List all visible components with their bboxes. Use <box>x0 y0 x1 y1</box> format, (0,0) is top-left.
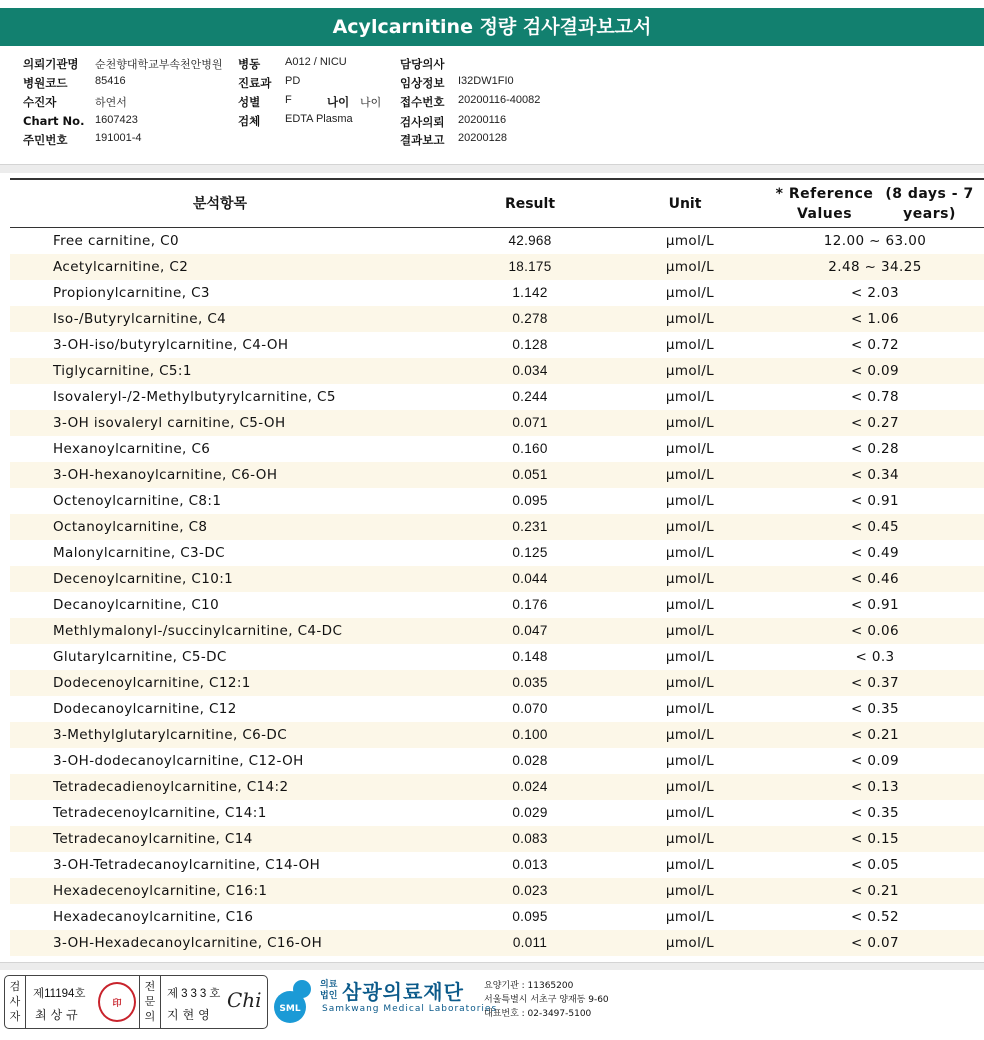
chart-no-value: 1607423 <box>95 114 138 126</box>
sml-logo-icon <box>272 977 318 1027</box>
analyte-name: Acetylcarnitine, C2 <box>53 259 189 275</box>
reference-value: < 2.03 <box>850 285 900 301</box>
result-value: 0.148 <box>512 649 548 664</box>
age-label: 나이 <box>327 95 350 109</box>
resident-id-label: 주민번호 <box>23 133 68 147</box>
result-value: 0.029 <box>512 805 548 820</box>
results-table-header <box>10 178 984 228</box>
request-date-value: 20200116 <box>458 114 507 126</box>
reference-header-line1: * Reference Values <box>775 186 874 222</box>
analyte-name: 3-Methylglutarylcarnitine, C6-DC <box>53 727 288 743</box>
reference-value: < 0.09 <box>850 363 900 379</box>
patient-info-section <box>0 48 984 164</box>
unit-value: μmol/L <box>665 649 715 665</box>
result-value: 0.100 <box>512 727 548 742</box>
result-value: 0.044 <box>512 571 548 586</box>
analyte-name: 3-OH isovaleryl carnitine, C5-OH <box>53 415 286 431</box>
table-row <box>10 826 984 852</box>
reference-value: < 0.37 <box>850 675 900 691</box>
table-row <box>10 410 984 436</box>
reference-column-header <box>770 180 980 228</box>
patient-value: 하연서 <box>95 97 127 109</box>
analyte-name: Decenoylcarnitine, C10:1 <box>53 571 234 587</box>
result-value: 0.071 <box>512 415 548 430</box>
analyte-name: Malonylcarnitine, C3-DC <box>53 545 225 561</box>
unit-value: μmol/L <box>665 753 715 769</box>
lab-contact-info <box>484 979 609 1021</box>
result-value: 0.083 <box>512 831 548 846</box>
table-row <box>10 228 984 254</box>
analyte-name: Hexadecanoylcarnitine, C16 <box>53 909 254 925</box>
results-table <box>10 178 984 956</box>
analyte-name: Hexanoylcarnitine, C6 <box>53 441 211 457</box>
analyte-name: 3-OH-Tetradecanoylcarnitine, C14-OH <box>53 857 321 873</box>
reference-header-line2: (8 days - 7 years) <box>885 186 974 222</box>
table-row <box>10 878 984 904</box>
unit-value: μmol/L <box>665 727 715 743</box>
reference-value: < 0.35 <box>850 701 900 717</box>
reference-value: < 0.09 <box>850 753 900 769</box>
reference-value: < 1.06 <box>850 311 900 327</box>
unit-value: μmol/L <box>665 597 715 613</box>
table-row <box>10 644 984 670</box>
patient-label: 수진자 <box>23 95 57 109</box>
analyte-name: 3-OH-Hexadecanoylcarnitine, C16-OH <box>53 935 323 951</box>
sml-logo-text: SML <box>279 1004 301 1014</box>
reference-value: < 0.05 <box>850 857 900 873</box>
table-row <box>10 306 984 332</box>
institution-label: 의뢰기관명 <box>23 57 79 71</box>
result-value: 0.244 <box>512 389 548 404</box>
analyte-name: 3-OH-hexanoylcarnitine, C6-OH <box>53 467 278 483</box>
unit-value: μmol/L <box>665 467 715 483</box>
reference-value: < 0.34 <box>850 467 900 483</box>
lab-corp-tag: 의료 법인 <box>320 980 338 1001</box>
analyte-name: Isovaleryl-/2-Methylbutyrylcarnitine, C5 <box>53 389 336 405</box>
reference-value: < 0.45 <box>850 519 900 535</box>
result-value: 42.968 <box>508 233 552 248</box>
reference-value: 12.00 ~ 63.00 <box>823 233 927 249</box>
clinical-info-value: I32DW1FI0 <box>458 75 514 87</box>
request-date-label: 검사의뢰 <box>400 115 445 129</box>
receipt-value: 20200116-40082 <box>458 94 541 106</box>
doctor-label: 담당의사 <box>400 57 445 71</box>
reference-value: < 0.07 <box>850 935 900 951</box>
analyte-name: 3-OH-iso/butyrylcarnitine, C4-OH <box>53 337 289 353</box>
department-value: PD <box>285 75 301 87</box>
result-value: 0.231 <box>512 519 548 534</box>
unit-value: μmol/L <box>665 571 715 587</box>
table-row <box>10 566 984 592</box>
unit-value: μmol/L <box>665 363 715 379</box>
institution-value: 순천향대학교부속천안병원 <box>95 59 223 71</box>
table-row <box>10 514 984 540</box>
reference-value: < 0.06 <box>850 623 900 639</box>
analyte-name: Octenoylcarnitine, C8:1 <box>53 493 222 509</box>
unit-column-header: Unit <box>668 196 702 212</box>
result-value: 0.023 <box>512 883 548 898</box>
department-label: 진료과 <box>238 76 272 90</box>
reference-value: 2.48 ~ 34.25 <box>828 259 922 275</box>
result-value: 0.125 <box>512 545 548 560</box>
specimen-label: 검체 <box>238 114 261 128</box>
reference-value: < 0.91 <box>850 493 900 509</box>
unit-value: μmol/L <box>665 805 715 821</box>
table-row <box>10 592 984 618</box>
reference-value: < 0.21 <box>850 727 900 743</box>
result-value: 1.142 <box>512 285 548 300</box>
reference-value: < 0.3 <box>855 649 895 665</box>
result-value: 0.095 <box>512 909 548 924</box>
hospital-code-label: 병원코드 <box>23 76 68 90</box>
chart-no-label: Chart No. <box>23 114 85 128</box>
result-value: 0.013 <box>512 857 548 872</box>
specialist-label: 전 문 의 <box>144 980 156 1023</box>
result-value: 18.175 <box>508 259 552 274</box>
analyte-column-header: 분석항목 <box>192 196 248 212</box>
ward-value: A012 / NICU <box>285 56 347 68</box>
unit-value: μmol/L <box>665 259 715 275</box>
unit-value: μmol/L <box>665 493 715 509</box>
result-value: 0.011 <box>512 935 548 950</box>
result-value: 0.035 <box>512 675 548 690</box>
analyte-name: Propionylcarnitine, C3 <box>53 285 210 301</box>
analyte-name: Tetradecanoylcarnitine, C14 <box>53 831 253 847</box>
reference-value: < 0.21 <box>850 883 900 899</box>
analyte-name: Tetradecenoylcarnitine, C14:1 <box>53 805 267 821</box>
clinical-info-label: 임상정보 <box>400 76 445 90</box>
analyte-name: Dodecenoylcarnitine, C12:1 <box>53 675 251 691</box>
result-value: 0.028 <box>512 753 548 768</box>
result-value: 0.051 <box>512 467 548 482</box>
table-row <box>10 722 984 748</box>
result-value: 0.095 <box>512 493 548 508</box>
result-value: 0.034 <box>512 363 548 378</box>
resident-id-value: 191001-4 <box>95 132 142 144</box>
table-row <box>10 488 984 514</box>
analyte-name: Octanoylcarnitine, C8 <box>53 519 208 535</box>
analyte-name: Glutarylcarnitine, C5-DC <box>53 649 227 665</box>
result-value: 0.070 <box>512 701 548 716</box>
examiner-license-no: 제11194호 <box>33 988 86 1000</box>
table-row <box>10 254 984 280</box>
analyte-name: Free carnitine, C0 <box>53 233 179 249</box>
examiner-name: 최상규 <box>35 1008 82 1022</box>
result-value: 0.047 <box>512 623 548 638</box>
table-row <box>10 670 984 696</box>
reference-value: < 0.91 <box>850 597 900 613</box>
table-row <box>10 462 984 488</box>
result-value: 0.176 <box>512 597 548 612</box>
specialist-license-no: 제333호 <box>167 988 224 1000</box>
unit-value: μmol/L <box>665 857 715 873</box>
reference-value: < 0.13 <box>850 779 900 795</box>
unit-value: μmol/L <box>665 311 715 327</box>
result-value: 0.278 <box>512 311 548 326</box>
signature-box <box>4 975 268 1029</box>
unit-value: μmol/L <box>665 415 715 431</box>
table-row <box>10 748 984 774</box>
analyte-name: Hexadecenoylcarnitine, C16:1 <box>53 883 268 899</box>
table-row <box>10 384 984 410</box>
reference-value: < 0.49 <box>850 545 900 561</box>
analyte-name: Tiglycarnitine, C5:1 <box>53 363 192 379</box>
section-divider <box>0 164 984 173</box>
table-row <box>10 280 984 306</box>
reference-value: < 0.78 <box>850 389 900 405</box>
result-value: 0.024 <box>512 779 548 794</box>
unit-value: μmol/L <box>665 623 715 639</box>
specimen-value: EDTA Plasma <box>285 113 353 125</box>
lab-name: 삼광의료재단 <box>342 980 464 1004</box>
lab-phone: 대표번호 : 02-3497-5100 <box>484 1009 592 1019</box>
specialist-signature: Chi <box>227 988 262 1012</box>
examiner-label: 검 사 자 <box>9 980 21 1023</box>
examiner-seal-icon: 印 <box>98 982 136 1022</box>
table-row <box>10 904 984 930</box>
table-row <box>10 930 984 956</box>
reference-value: < 0.52 <box>850 909 900 925</box>
unit-value: μmol/L <box>665 909 715 925</box>
table-row <box>10 332 984 358</box>
table-row <box>10 358 984 384</box>
unit-value: μmol/L <box>665 337 715 353</box>
report-date-label: 결과보고 <box>400 133 445 147</box>
result-column-header: Result <box>504 196 556 212</box>
result-value: 0.128 <box>512 337 548 352</box>
reference-value: < 0.15 <box>850 831 900 847</box>
reference-value: < 0.72 <box>850 337 900 353</box>
reference-value: < 0.28 <box>850 441 900 457</box>
age-value: 나이 <box>360 97 382 109</box>
table-row <box>10 800 984 826</box>
analyte-name: Tetradecadienoylcarnitine, C14:2 <box>53 779 289 795</box>
unit-value: μmol/L <box>665 389 715 405</box>
unit-value: μmol/L <box>665 441 715 457</box>
unit-value: μmol/L <box>665 675 715 691</box>
unit-value: μmol/L <box>665 519 715 535</box>
reference-value: < 0.46 <box>850 571 900 587</box>
table-row <box>10 852 984 878</box>
table-row <box>10 696 984 722</box>
results-table-body <box>10 228 984 956</box>
table-row <box>10 436 984 462</box>
sex-value: F <box>285 94 292 106</box>
analyte-name: 3-OH-dodecanoylcarnitine, C12-OH <box>53 753 304 769</box>
lab-code: 요양기관 : 11365200 <box>484 981 574 991</box>
unit-value: μmol/L <box>665 285 715 301</box>
specialist-name: 지현영 <box>167 1008 214 1022</box>
analyte-name: Methlymalonyl-/succinylcarnitine, C4-DC <box>53 623 343 639</box>
unit-value: μmol/L <box>665 883 715 899</box>
sex-label: 성별 <box>238 95 261 109</box>
footer-divider <box>0 962 984 970</box>
receipt-label: 접수번호 <box>400 95 445 109</box>
analyte-name: Iso-/Butyrylcarnitine, C4 <box>53 311 227 327</box>
analyte-name: Dodecanoylcarnitine, C12 <box>53 701 237 717</box>
lab-address: 서울특별시 서초구 양재동 9-60 <box>484 995 609 1005</box>
reference-value: < 0.27 <box>850 415 900 431</box>
analyte-name: Decanoylcarnitine, C10 <box>53 597 220 613</box>
table-row <box>10 618 984 644</box>
reference-value: < 0.35 <box>850 805 900 821</box>
unit-value: μmol/L <box>665 545 715 561</box>
table-row <box>10 774 984 800</box>
ward-label: 병동 <box>238 57 261 71</box>
unit-value: μmol/L <box>665 935 715 951</box>
unit-value: μmol/L <box>665 233 715 249</box>
unit-value: μmol/L <box>665 779 715 795</box>
unit-value: μmol/L <box>665 831 715 847</box>
report-date-value: 20200128 <box>458 132 507 144</box>
lab-english-name: Samkwang Medical Laboratories <box>322 1004 498 1014</box>
hospital-code-value: 85416 <box>95 75 126 87</box>
report-title: Acylcarnitine 정량 검사결과보고서 <box>0 8 984 46</box>
unit-value: μmol/L <box>665 701 715 717</box>
result-value: 0.160 <box>512 441 548 456</box>
table-row <box>10 540 984 566</box>
